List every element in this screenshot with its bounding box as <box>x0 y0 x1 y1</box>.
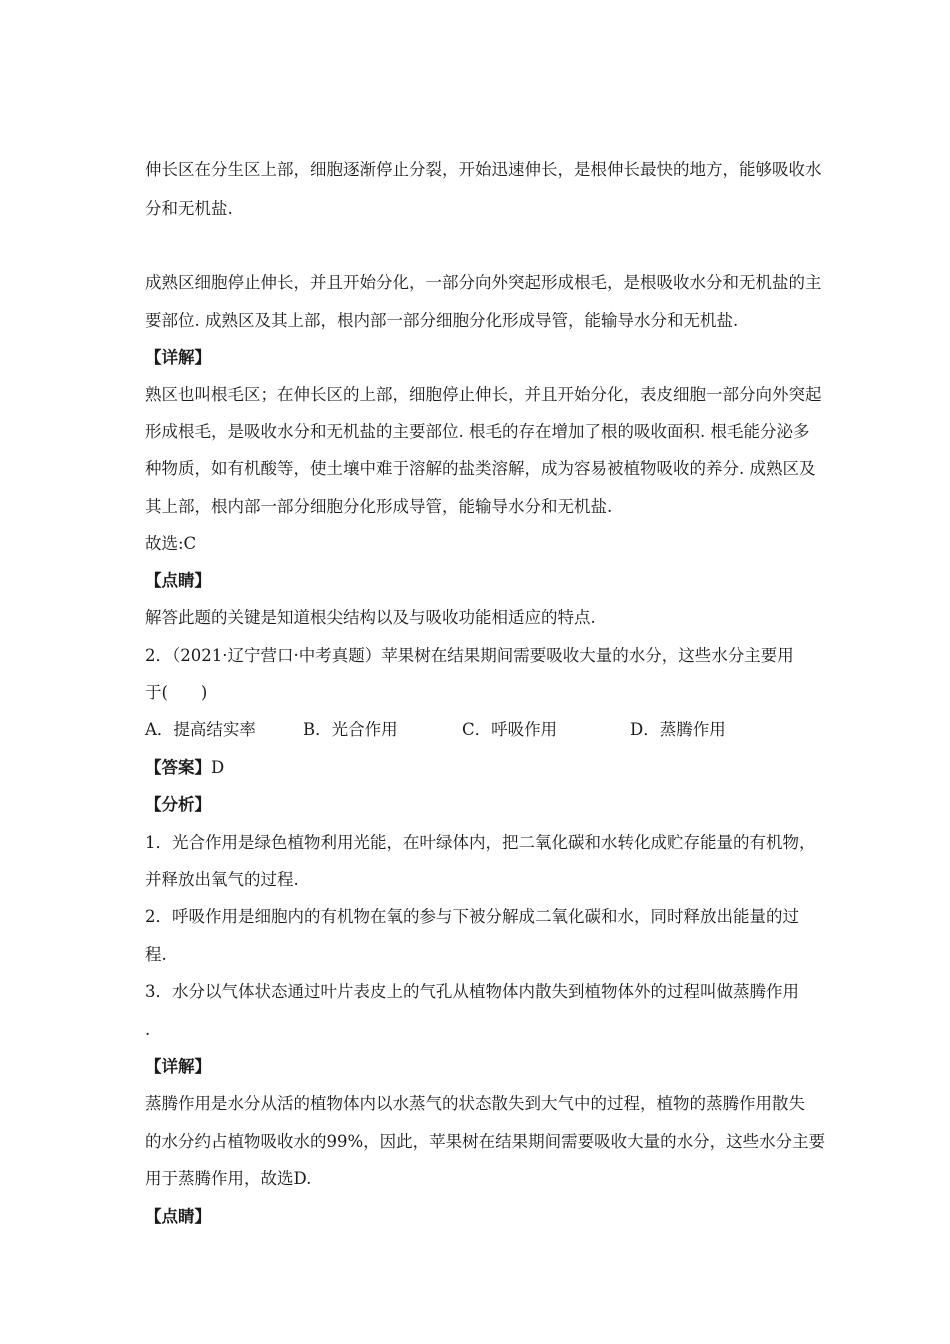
q2-analysis-line: 2．呼吸作用是细胞内的有机物在氧的参与下被分解成二氧化碳和水，同时释放出能量的过 <box>145 907 799 926</box>
paragraph-maturation-line-1: 成熟区细胞停止伸长，并且开始分化，一部分向外突起形成根毛，是根吸收水分和无机盐的主 <box>145 273 822 292</box>
q2-option-c: C．呼吸作用 <box>462 720 558 739</box>
q2-detail-heading: 【详解】 <box>145 1057 211 1076</box>
q2-analysis-heading: 【分析】 <box>145 795 211 814</box>
q2-detail-line: 蒸腾作用是水分从活的植物体内以水蒸气的状态散失到大气中的过程，植物的蒸腾作用散失 <box>145 1094 805 1113</box>
q1-detail-line: 其上部，根内部一部分细胞分化形成导管，能输导水分和无机盐. <box>145 497 613 516</box>
q2-detail-line: 的水分约占植物吸收水的99%，因此，苹果树在结果期间需要吸收大量的水分，这些水分主要 <box>145 1132 826 1151</box>
q2-analysis-line: 3．水分以气体状态通过叶片表皮上的气孔从植物体内散失到植物体外的过程叫做蒸腾作用 <box>145 982 799 1001</box>
q1-detail-line: 形成根毛，是吸收水分和无机盐的主要部位. 根毛的存在增加了根的吸收面积. 根毛能分泌多 <box>145 422 810 441</box>
q2-option-d: D．蒸腾作用 <box>630 720 726 739</box>
q1-tip-heading: 【点睛】 <box>145 571 211 590</box>
q2-tip-heading: 【点睛】 <box>145 1207 211 1226</box>
q1-choice: 故选:C <box>145 534 197 553</box>
q1-detail-heading: 【详解】 <box>145 348 211 367</box>
q1-detail-line: 种物质，如有机酸等，使土壤中难于溶解的盐类溶解，成为容易被植物吸收的养分. 成熟区及 <box>145 459 816 478</box>
q2-analysis-line: 并释放出氧气的过程. <box>145 870 299 889</box>
q2-option-a: A．提高结实率 <box>145 720 256 739</box>
q2-answer-value: D <box>211 758 225 777</box>
q2-analysis-line: 程. <box>145 945 167 964</box>
paragraph-elongation-line-2: 分和无机盐. <box>145 199 233 218</box>
q2-analysis-line: . <box>145 1020 151 1039</box>
q2-analysis-line: 1．光合作用是绿色植物利用光能，在叶绿体内，把二氧化碳和水转化成贮存能量的有机物， <box>145 833 816 852</box>
q2-stem-line-2: 于( ) <box>145 683 208 702</box>
q2-answer-heading: 【答案】 <box>145 758 211 777</box>
q2-stem-line-1: 2．（2021·辽宁营口·中考真题）苹果树在结果期间需要吸收大量的水分，这些水分主要用 <box>145 646 794 665</box>
q2-detail-line: 用于蒸腾作用，故选D. <box>145 1169 312 1188</box>
paragraph-elongation-line-1: 伸长区在分生区上部，细胞逐渐停止分裂，开始迅速伸长，是根伸长最快的地方，能够吸收水 <box>145 160 822 179</box>
q2-option-b: B．光合作用 <box>303 720 398 739</box>
q1-detail-line: 熟区也叫根毛区；在伸长区的上部，细胞停止伸长，并且开始分化，表皮细胞一部分向外突起 <box>145 385 822 404</box>
q1-tip-text: 解答此题的关键是知道根尖结构以及与吸收功能相适应的特点. <box>145 608 596 627</box>
paragraph-maturation-line-2: 要部位. 成熟区及其上部，根内部一部分细胞分化形成导管，能输导水分和无机盐. <box>145 311 739 330</box>
q2-answer-row <box>145 757 224 779</box>
